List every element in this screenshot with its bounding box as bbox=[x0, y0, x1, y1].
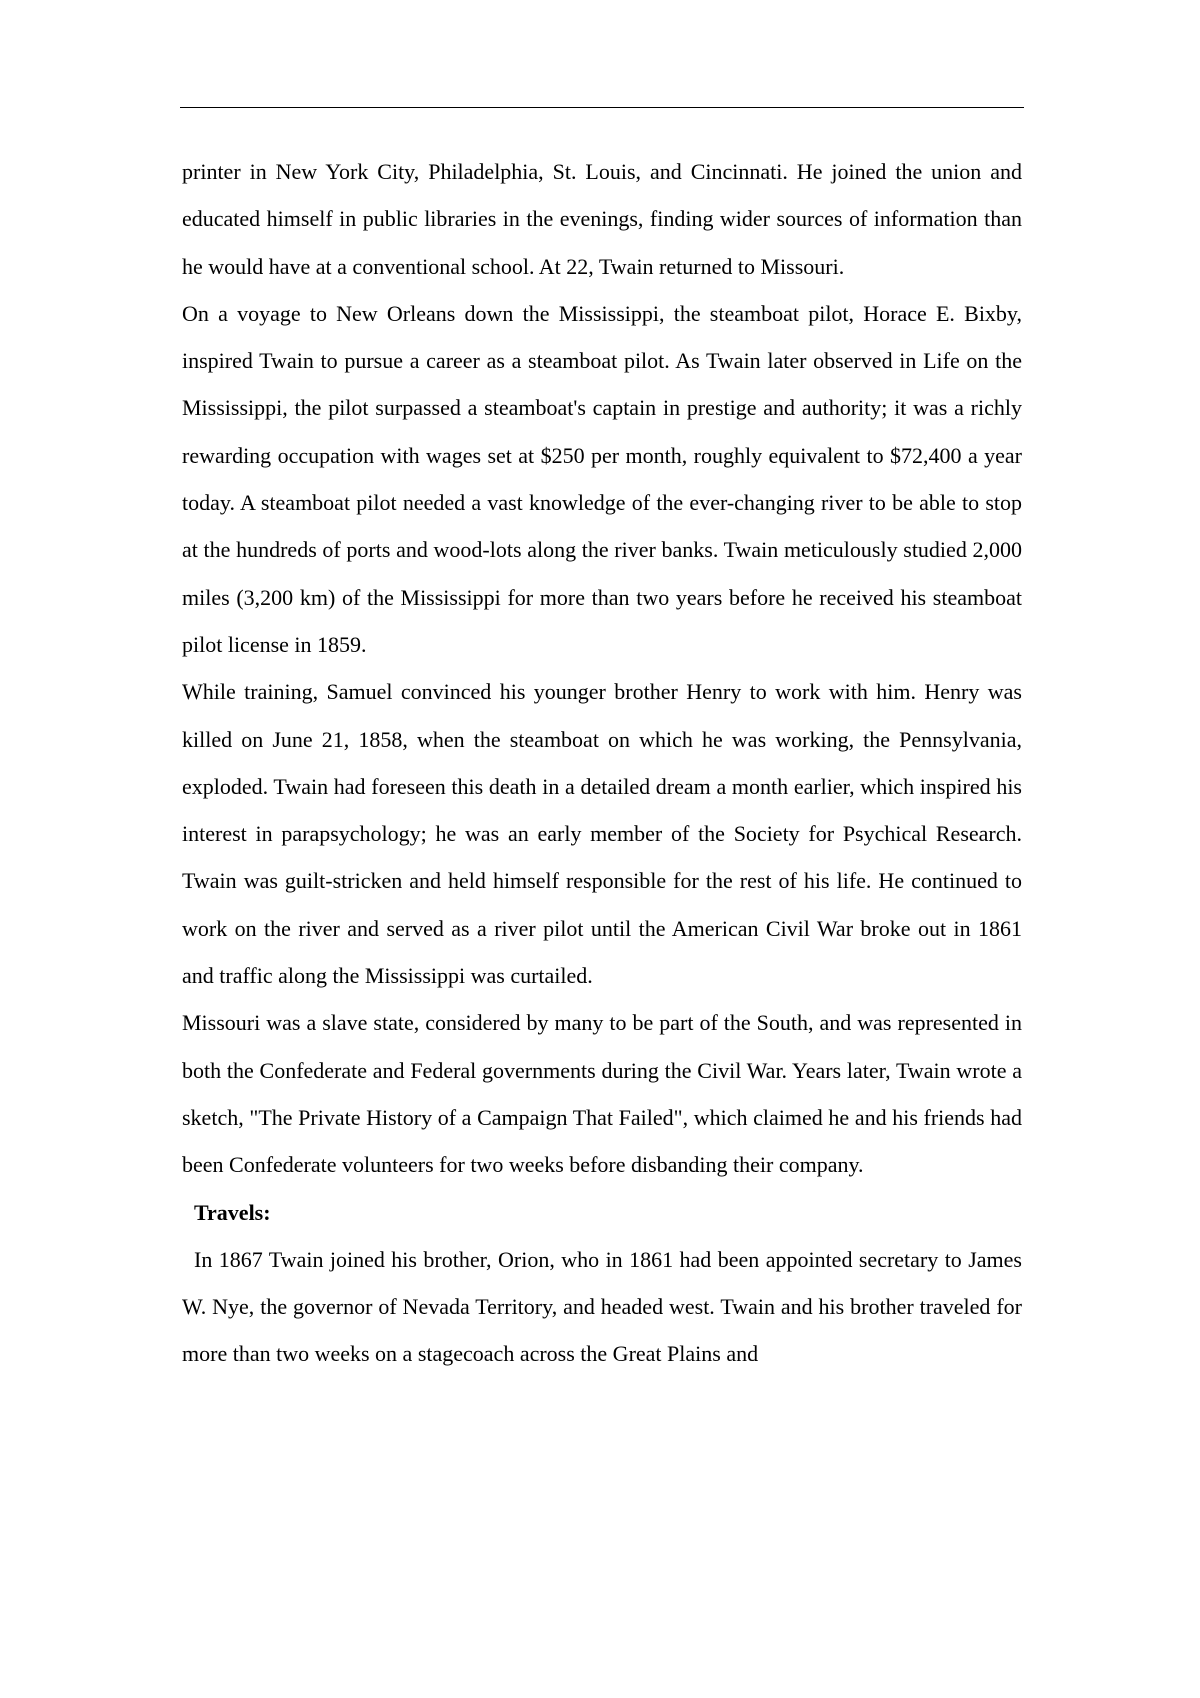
paragraph-henry: While training, Samuel convinced his younger brother Henry to work with him. Henry was killed on June 21, 1858, when the steamboat on which he was working, the Pennsylvania, exploded. Twain had foreseen this death in a detailed dream a month earlier, which inspired his interest in parapsychology; he was an early member of the Society for Psychical Research. Twain was guilt-stricken and held himself responsible for the rest of his life. He continued to work on the river and served as a river pilot until the American Civil War broke out in 1861 and traffic along the Mississippi was curtailed. bbox=[182, 679, 1022, 989]
paragraph-travels: In 1867 Twain joined his brother, Orion, who in 1861 had been appointed secretary to James W. Nye, the governor of Nevada Territory, and headed west. Twain and his brother traveled for more than two weeks on a stagecoach across the Great Plains and bbox=[182, 1246, 1022, 1367]
paragraph-civil-war: Missouri was a slave state, considered by many to be part of the South, and was represented in both the Confederate and Federal governments during the Civil War. Years later, Twain wrote a sketch, "The Private History of a Campaign That Failed", which claimed he and his friends had been Confederate volunteers for two weeks before disbanding their company. bbox=[182, 1010, 1022, 1178]
document-body bbox=[182, 148, 1022, 1378]
paragraph-steamboat-pilot: On a voyage to New Orleans down the Mississippi, the steamboat pilot, Horace E. Bixby, inspired Twain to pursue a career as a steamboat pilot. As Twain later observed in Life on the Mississippi, the pilot surpassed a steamboat's captain in prestige and authority; it was a richly rewarding occupation with wages set at $250 per month, roughly equivalent to $72,400 a year today. A steamboat pilot needed a vast knowledge of the ever-changing river to be able to stop at the hundreds of ports and wood-lots along the river banks. Twain meticulously studied 2,000 miles (3,200 km) of the Mississippi for more than two years before he received his steamboat pilot license in 1859. bbox=[182, 300, 1022, 657]
section-heading-travels: Travels: bbox=[194, 1199, 271, 1225]
paragraph-printer: printer in New York City, Philadelphia, St. Louis, and Cincinnati. He joined the union and educated himself in public libraries in the evenings, finding wider sources of information than he would have at a conventional school. At 22, Twain returned to Missouri. bbox=[182, 159, 1022, 279]
header-rule bbox=[180, 107, 1024, 108]
